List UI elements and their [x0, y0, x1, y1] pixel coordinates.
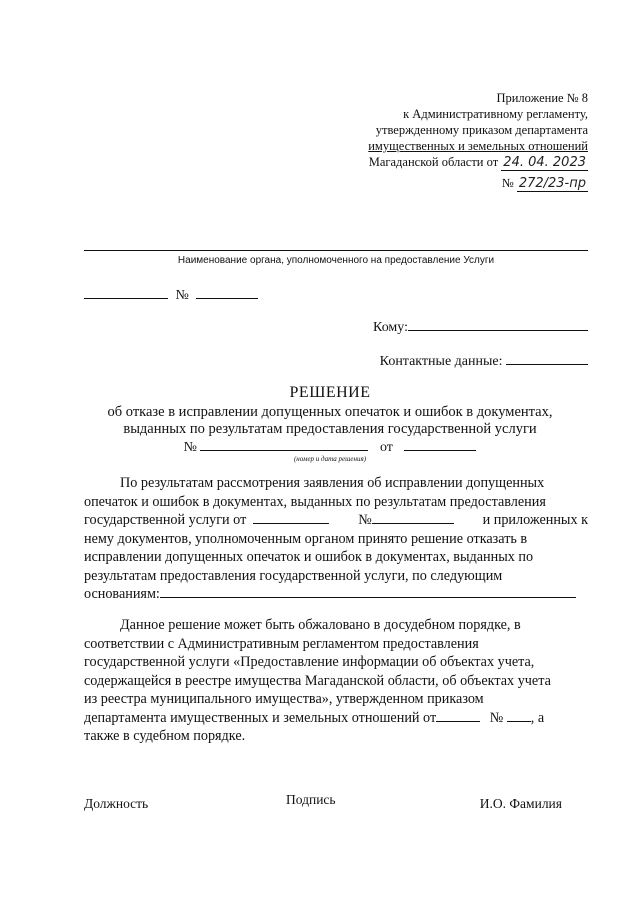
p2-l5: из реестра муниципального имущества», утвержденном приказом: [84, 691, 484, 707]
header-number-prefix: №: [501, 176, 514, 190]
header-line-5: [368, 154, 588, 171]
appendix-header: [368, 90, 588, 192]
number-blank: [196, 286, 258, 299]
header-line-2: к Административному регламенту,: [403, 107, 588, 121]
p1-l1: По результатам рассмотрения заявления об исправлении допущенных: [120, 475, 545, 491]
p1-l3a-text: государственной услуги от: [84, 512, 247, 528]
header-line-5-prefix: Магаданской области от: [368, 155, 499, 169]
recipient-label: Кому:: [373, 320, 408, 335]
recipient-blank: [408, 318, 588, 331]
paragraph-grounds: [84, 474, 588, 604]
paragraph-appeal: [84, 616, 588, 746]
p1-l3b-text: №: [358, 512, 372, 528]
p2-line-6: [84, 709, 588, 728]
decision-date-blank: [404, 438, 476, 451]
header-line-6: [368, 175, 588, 192]
p2-l1: Данное решение может быть обжаловано в досудебном порядке, в: [120, 617, 521, 633]
signature-position: Должность: [84, 796, 149, 811]
registration-number-line: [84, 286, 258, 304]
handwritten-number: 272/23-пр: [518, 176, 586, 191]
subtitle-line-1: об отказе в исправлении допущенных опечаток и ошибок в документах,: [107, 404, 553, 420]
p1-l7: основаниям:: [84, 586, 160, 602]
signature-name: И.О. Фамилия: [479, 796, 562, 811]
p1-l5: исправлении допущенных опечаток и ошибок в документах, выданных по: [84, 549, 534, 565]
p1-l3a: [84, 511, 329, 530]
header-line-3: утвержденному приказом департамента: [375, 123, 588, 137]
decision-number-line: [60, 438, 600, 456]
p1-line-7: [84, 585, 588, 604]
document-subtitle: [60, 404, 600, 438]
p2-l3: государственной услуги «Предоставление информации об объектах учета,: [84, 654, 535, 670]
p2-l6a: департамента имущественных и земельных отношений от: [84, 709, 437, 726]
p1-line-3: [84, 511, 588, 530]
p2-l6c: , а: [530, 709, 545, 726]
p2-date-blank: [436, 709, 480, 722]
number-sign: №: [175, 288, 189, 303]
decision-number-sign: №: [183, 440, 197, 455]
handwritten-date: 24. 04. 2023: [503, 155, 586, 170]
decision-from-label: от: [379, 440, 393, 455]
p1-date-blank: [253, 511, 329, 524]
organ-name-line: [84, 250, 588, 251]
p1-l4: нему документов, уполномоченным органом принято решение отказать в: [84, 530, 528, 547]
p1-l6: результатам предоставления государственной услуги, по следующим: [84, 567, 503, 584]
header-line-4: имущественных и земельных отношений: [368, 139, 588, 153]
p2-number-blank: [507, 709, 531, 722]
decision-caption: (номер и дата решения): [293, 455, 367, 463]
p2-l2: соответствии с Административным регламентом предоставления: [84, 635, 479, 652]
subtitle-line-2: выданных по результатам предоставления государственной услуги: [123, 421, 537, 437]
contacts-line: [380, 352, 588, 370]
document-title: РЕШЕНИЕ: [289, 384, 371, 401]
p2-line-1: [84, 616, 588, 635]
header-line-1: Приложение № 8: [496, 91, 588, 105]
p1-l2: опечаток и ошибок в документах, выданных по результатам предоставления: [84, 493, 546, 510]
decision-number-blank: [200, 438, 368, 451]
signature-sign: Подпись: [286, 792, 336, 807]
p1-number-blank: [372, 511, 454, 524]
p1-l3b: [358, 511, 454, 530]
p2-l4: содержащейся в реестре имущества Магаданской области, об объектах учета: [84, 672, 551, 689]
contacts-blank: [506, 352, 588, 365]
date-blank: [84, 286, 168, 299]
p2-l7: также в судебном порядке.: [84, 728, 246, 744]
contacts-label: Контактные данные:: [379, 354, 503, 369]
organ-caption: Наименование органа, уполномоченного на предоставление Услуги: [177, 255, 495, 266]
p1-l3c: и приложенных к: [482, 512, 588, 528]
p1-grounds-blank: [160, 585, 576, 598]
p1-line-1: [84, 474, 588, 493]
p2-l6b: №: [489, 709, 504, 726]
recipient-line: [373, 318, 588, 336]
